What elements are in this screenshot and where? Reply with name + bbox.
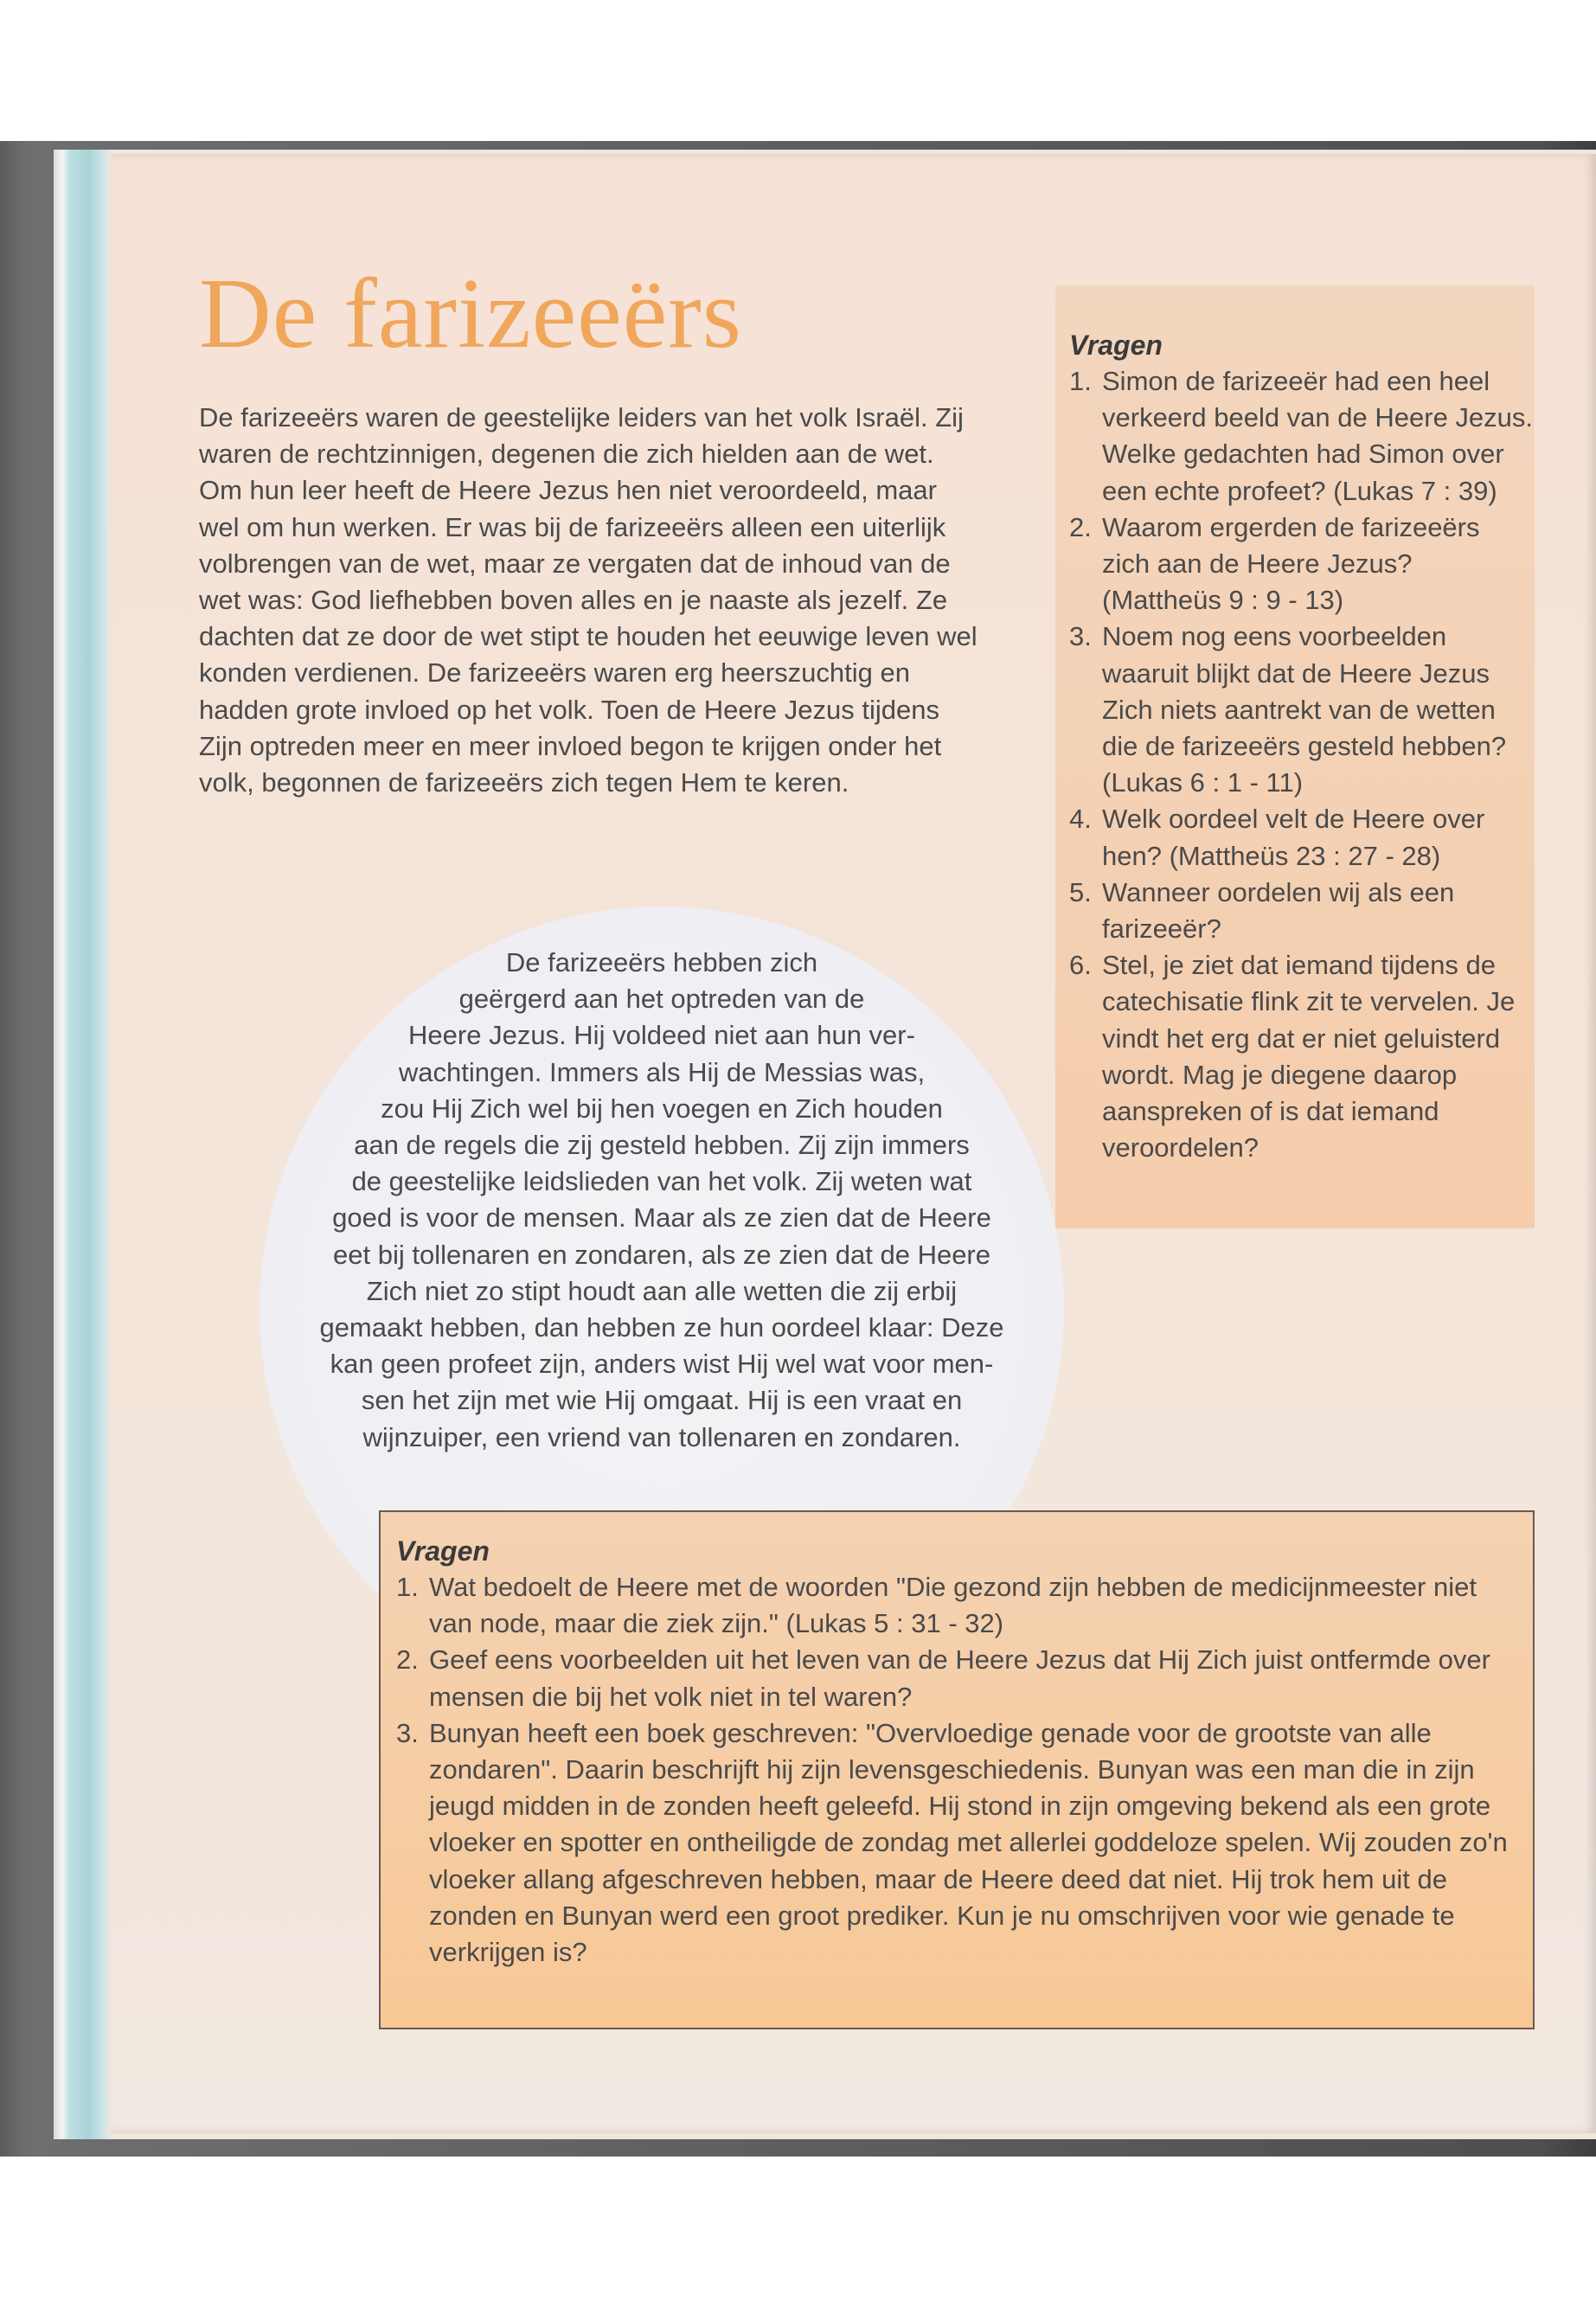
- circle-line: geërgerd aan het optreden van de: [458, 984, 865, 1015]
- questions-list: [1069, 363, 1535, 1166]
- questions-box-bottom: [379, 1510, 1535, 2029]
- circle-line: aan de regels die zij gesteld hebben. Zij zijn immers: [354, 1130, 970, 1161]
- circle-line: gemaakt hebben, dan hebben ze hun oordeel klaar: Deze: [319, 1312, 1004, 1343]
- question-number: 6.: [1069, 950, 1092, 981]
- question-item: [1069, 510, 1535, 619]
- circle-line: Zich niet zo stipt houdt aan alle wetten die zij erbij: [366, 1275, 958, 1306]
- question-number: 4.: [1069, 804, 1092, 835]
- circle-line: sen het zijn met wie Hij omgaat. Hij is een vraat en: [361, 1385, 963, 1416]
- question-item: [396, 1569, 1516, 1642]
- questions-list: [396, 1569, 1516, 1971]
- question-number: 5.: [1069, 876, 1092, 907]
- question-item: [1069, 801, 1535, 874]
- question-number: 1.: [396, 1572, 419, 1602]
- circle-line: eet bij tollenaren en zondaren, als ze zien dat de Heere: [333, 1239, 990, 1270]
- question-number: 2.: [396, 1644, 419, 1676]
- questions-heading: Vragen: [396, 1535, 490, 1567]
- circle-line: wijnzuiper, een vriend van tollenaren en zondaren.: [362, 1421, 961, 1452]
- circle-line: De farizeeërs hebben zich: [505, 947, 818, 977]
- circle-line: goed is voor de mensen. Maar als ze zien dat de Heere: [332, 1202, 991, 1234]
- intro-paragraph: De farizeeërs waren de geestelijke leiders van het volk Israël. Zij waren de rechtzinnigen, degenen die zich hielden aan de wet. Om hun leer heeft de Heere Jezus hen niet veroordeeld, maar wel om hun werken. Er was bij de farizeeërs alleen een uiterlijk volbrengen van de wet, maar ze vergaten dat de inhoud van de wet was: God liefhebben boven alles en je naaste als jezelf. Ze dachten dat ze door de wet stipt te houden het eeuwige leven wel konden verdienen. De farizeeërs waren erg heerszuchtig en hadden grote invloed op het volk. Toen de Heere Jezus tijdens Zijn optreden meer en meer invloed begon te krijgen onder het volk, begonnen de farizeeërs zich tegen Hem te keren.: [199, 402, 977, 798]
- circle-line: kan geen profeet zijn, anders wist Hij wel wat voor men-: [330, 1349, 994, 1380]
- question-number: 3.: [396, 1717, 419, 1748]
- question-text: Wat bedoelt de Heere met de woorden "Die gezond zijn hebben de medicijnmeester niet van node, maar die ziek zijn." (Lukas 5 : 31 - 32): [429, 1572, 1477, 1639]
- question-text: Geef eens voorbeelden uit het leven van de Heere Jezus dat Hij Zich juist ontfermde over mensen die bij het volk niet in tel waren?: [429, 1644, 1490, 1712]
- question-item: [1069, 619, 1535, 801]
- question-item: [1069, 875, 1535, 947]
- question-text: Wanneer oordelen wij als een farizeeër?: [1102, 876, 1455, 945]
- circle-line: zou Hij Zich wel bij hen voegen en Zich houden: [381, 1093, 943, 1124]
- question-item: [396, 1642, 1516, 1715]
- circle-line: de geestelijke leidslieden van het volk. Zij weten wat: [351, 1166, 972, 1197]
- circle-line: wachtingen. Immers als Hij de Messias was,: [398, 1056, 926, 1087]
- page-title: De farizeeërs: [199, 259, 742, 369]
- question-text: Noem nog eens voorbeelden waaruit blijkt dat de Heere Jezus Zich niets aantrekt van de wetten die de farizeeërs gesteld hebben? (Lukas 6 : 1 - 11): [1102, 621, 1507, 798]
- question-text: Welk oordeel velt de Heere over hen? (Mattheüs 23 : 27 - 28): [1102, 804, 1485, 871]
- questions-box-sidebar: [1055, 285, 1535, 1228]
- questions-heading: Vragen: [1069, 330, 1163, 361]
- question-number: 1.: [1069, 366, 1092, 396]
- question-text: Stel, je ziet dat iemand tijdens de catechisatie flink zit te vervelen. Je vindt het erg dat er niet geluisterd wordt. Mag je diegene daarop aanspreken of is dat iemand veroordelen?: [1102, 950, 1516, 1163]
- circle-paragraph: [260, 945, 1064, 1456]
- question-text: Simon de farizeeër had een heel verkeerd beeld van de Heere Jezus. Welke gedachten had Simon over een echte profeet? (Lukas 7 : 39): [1102, 366, 1534, 506]
- question-text: Waarom ergerden de farizeeërs zich aan de Heere Jezus? (Mattheüs 9 : 9 - 13): [1102, 511, 1480, 616]
- question-item: [1069, 947, 1535, 1166]
- question-item: [1069, 363, 1535, 510]
- question-number: 3.: [1069, 621, 1092, 652]
- question-number: 2.: [1069, 511, 1092, 542]
- question-text: Bunyan heeft een boek geschreven: "Overvloedige genade voor de grootste van alle zondaren". Daarin beschrijft hij zijn levensgeschiedenis. Bunyan was een man die in zijn jeugd midden in de zonden heeft geleefd. Hij stond in zijn omgeving bekend als een grote vloeker en spotter en ontheiligde de zondag met allerlei goddeloze spelen. Wij zouden zo'n vloeker allang afgeschreven hebben, maar de Heere deed dat niet. Hij trok hem uit de zonden en Bunyan werd een groot prediker. Kun je nu omschrijven voor wie genade te verkrijgen is?: [429, 1717, 1508, 1968]
- circle-line: Heere Jezus. Hij voldeed niet aan hun ver-: [408, 1020, 915, 1051]
- question-item: [396, 1715, 1516, 1971]
